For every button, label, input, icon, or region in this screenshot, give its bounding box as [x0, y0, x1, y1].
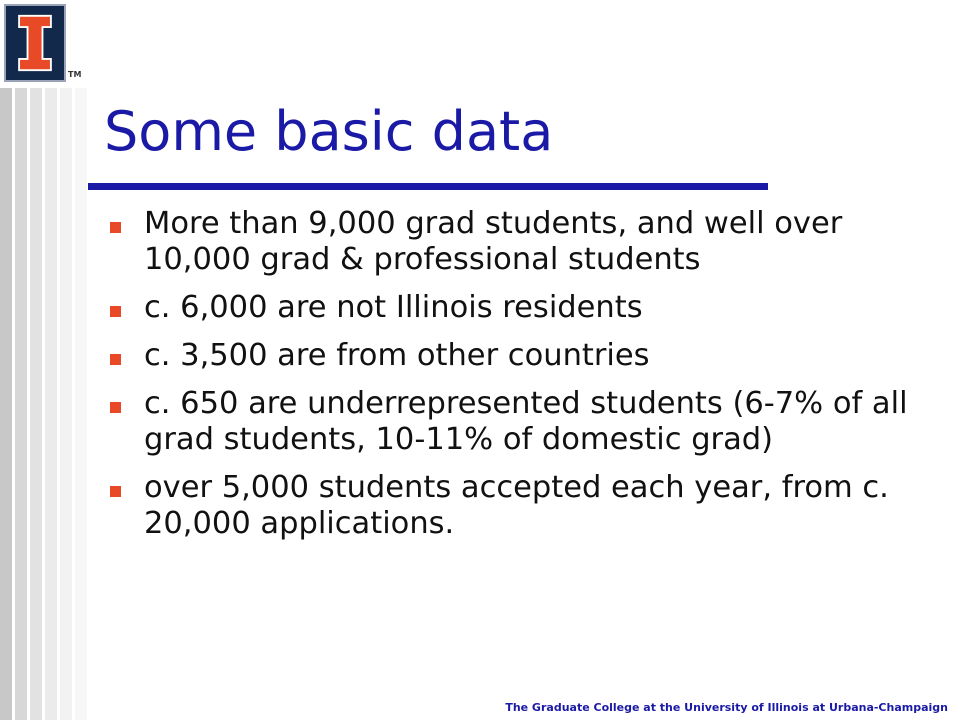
- bullet-text: c. 6,000 are not Illinois residents: [144, 290, 643, 325]
- square-bullet-icon: [110, 354, 121, 365]
- square-bullet-icon: [110, 306, 121, 317]
- side-stripe: [15, 88, 27, 720]
- side-stripe: [0, 88, 12, 720]
- square-bullet-icon: [110, 486, 121, 497]
- trademark-mark: TM: [68, 70, 82, 79]
- illinois-logo: [4, 4, 66, 82]
- bullet-text: c. 650 are underrepresented students (6-7% of all grad students, 10-11% of domestic grad): [144, 386, 908, 457]
- decorative-side-stripes: [0, 88, 88, 720]
- bullet-item: [108, 206, 938, 278]
- slide-title: Some basic data: [104, 100, 554, 163]
- bullet-item: [108, 386, 938, 458]
- side-stripe: [45, 88, 57, 720]
- bullet-text: over 5,000 students accepted each year, from c. 20,000 applications.: [144, 470, 889, 541]
- square-bullet-icon: [110, 402, 121, 413]
- side-stripe: [60, 88, 72, 720]
- illinois-block-i-icon: [6, 6, 64, 80]
- bullet-list: [108, 206, 938, 554]
- title-underline: [88, 183, 768, 190]
- square-bullet-icon: [110, 222, 121, 233]
- bullet-text: More than 9,000 grad students, and well over 10,000 grad & professional students: [144, 206, 843, 277]
- side-stripe: [30, 88, 42, 720]
- bullet-item: [108, 470, 938, 542]
- bullet-item: [108, 290, 938, 326]
- bullet-text: c. 3,500 are from other countries: [144, 338, 650, 373]
- bullet-item: [108, 338, 938, 374]
- side-stripe: [75, 88, 87, 720]
- footer-credit: The Graduate College at the University of Illinois at Urbana-Champaign: [505, 701, 948, 714]
